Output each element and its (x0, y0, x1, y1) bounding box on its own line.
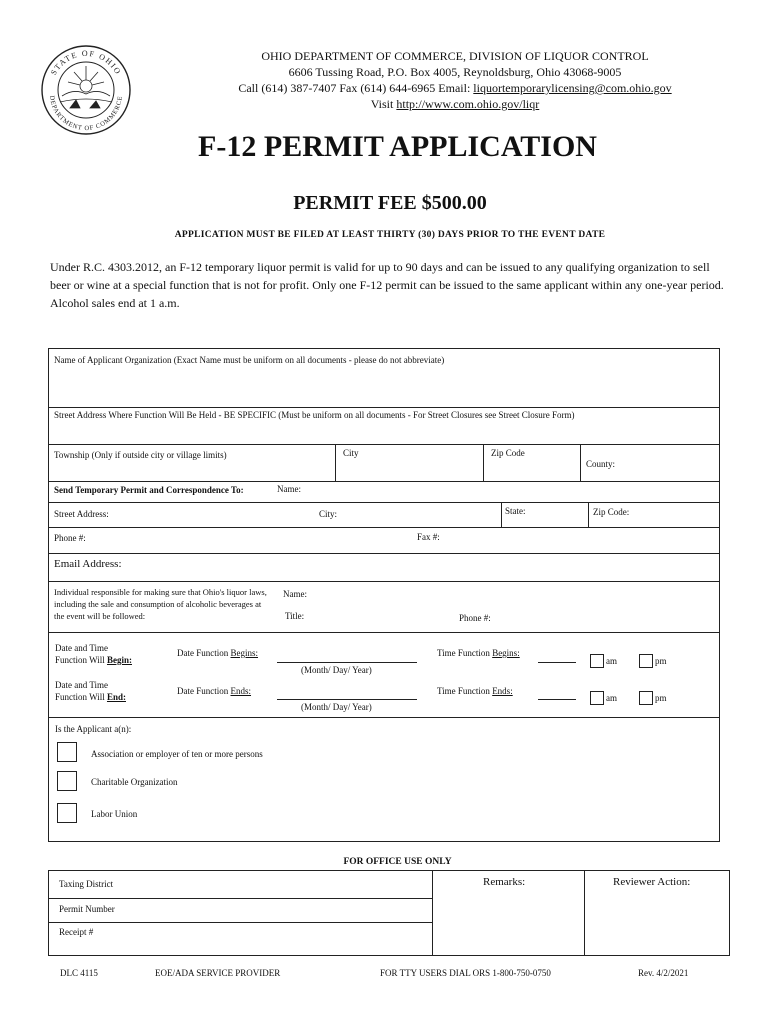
agency-name: OHIO DEPARTMENT OF COMMERCE, DIVISION OF LIQUOR CONTROL (261, 49, 649, 63)
office-use-heading: FOR OFFICE USE ONLY (343, 857, 452, 867)
date-ends-label: Date Function Ends: (177, 686, 252, 696)
application-form (48, 348, 720, 842)
visit-label: Visit (370, 97, 397, 111)
applicant-name-label: Name of Applicant Organization (Exact Name must be uniform on all documents - please do not abbreviate) (54, 355, 445, 365)
receipt-label: Receipt # (59, 927, 94, 937)
end-pm-label: pm (655, 693, 667, 703)
revision-date: Rev. 4/2/2021 (638, 968, 689, 978)
website-link[interactable]: http://www.com.ohio.gov/liqr (396, 97, 540, 111)
send-name-label: Name: (277, 484, 301, 494)
month-day-year-begin: (Month/ Day/ Year) (301, 665, 372, 675)
street-address-label: Street Address: (54, 509, 109, 519)
association-checkbox[interactable] (57, 742, 77, 762)
email-label: Email Address: (54, 558, 122, 570)
end-pm-checkbox[interactable] (639, 691, 653, 705)
agency-address: 6606 Tussing Road, P.O. Box 4005, Reynoldsburg, Ohio 43068-9005 (288, 65, 622, 79)
begin-row-label: Date and Time Function Will Begin: (55, 643, 132, 665)
labor-union-label: Labor Union (91, 809, 138, 819)
zip2-label: Zip Code: (593, 507, 630, 517)
reviewer-action-label: Reviewer Action: (613, 876, 691, 888)
labor-union-checkbox[interactable] (57, 803, 77, 823)
eoe-statement: EOE/ADA SERVICE PROVIDER (155, 968, 281, 978)
applicant-type-label: Is the Applicant a(n): (55, 724, 132, 734)
time-begins-field[interactable] (538, 662, 576, 663)
date-ends-field[interactable] (277, 699, 417, 700)
state-label: State: (505, 506, 526, 516)
time-ends-field[interactable] (538, 699, 576, 700)
office-use-table (48, 870, 730, 956)
permit-fee: PERMIT FEE $500.00 (293, 192, 487, 214)
city-label: City (343, 448, 359, 458)
phone-label: Phone #: (54, 533, 86, 543)
remarks-label: Remarks: (483, 876, 526, 888)
individual-name-label: Name: (283, 589, 307, 599)
time-ends-label: Time Function Ends: (437, 686, 513, 696)
date-begins-field[interactable] (277, 662, 417, 663)
fax-label: Fax #: (417, 532, 440, 542)
filing-notice: APPLICATION MUST BE FILED AT LEAST THIRTY (30) DAYS PRIOR TO THE EVENT DATE (174, 230, 606, 240)
begin-am-label: am (606, 656, 617, 666)
agency-contact (200, 80, 710, 96)
begin-pm-checkbox[interactable] (639, 654, 653, 668)
begin-pm-label: pm (655, 656, 667, 666)
individual-phone-label: Phone #: (459, 613, 491, 623)
ohio-commerce-seal (40, 44, 132, 136)
zip-label: Zip Code (491, 448, 525, 458)
month-day-year-end: (Month/ Day/ Year) (301, 702, 372, 712)
end-am-label: am (606, 693, 617, 703)
svg-text:STATE OF OHIO: STATE OF OHIO (48, 48, 124, 77)
svg-text:DEPARTMENT OF COMMERCE: DEPARTMENT OF COMMERCE (47, 95, 125, 133)
agency-visit (200, 96, 710, 112)
city2-label: City: (319, 509, 338, 519)
association-label: Association or employer of ten or more persons (91, 749, 263, 759)
intro-paragraph: Under R.C. 4303.2012, an F-12 temporary liquor permit is valid for up to 90 days and can be issued to any qualifying organization to sell beer or wine at a special function that is not for profit. Only one F-12 permit can be issued to the same applicant within any one-year period. Alcohol sales end at 1 a.m. (50, 260, 724, 310)
function-street-label: Street Address Where Function Will Be Held - BE SPECIFIC (Must be uniform on all documents - For Street Closures see Street Closure Form) (54, 410, 575, 420)
charitable-label: Charitable Organization (91, 777, 178, 787)
form-number: DLC 4115 (60, 968, 98, 978)
individual-label: Individual responsible for making sure that Ohio's liquor laws, including the sale and consumption of alcoholic beverages at the event will be followed: (54, 587, 267, 621)
email-link[interactable]: liquortemporarylicensing@com.ohio.gov (473, 81, 672, 95)
page-title: F-12 PERMIT APPLICATION (198, 130, 597, 163)
tty-statement: FOR TTY USERS DIAL ORS 1-800-750-0750 (380, 968, 551, 978)
send-to-label: Send Temporary Permit and Correspondence To: (54, 485, 244, 495)
county-label: County: (586, 459, 616, 469)
township-label: Township (Only if outside city or village limits) (54, 450, 227, 460)
taxing-district-label: Taxing District (59, 879, 114, 889)
permit-number-label: Permit Number (59, 904, 115, 914)
end-am-checkbox[interactable] (590, 691, 604, 705)
date-begins-label: Date Function Begins: (177, 648, 259, 658)
charitable-checkbox[interactable] (57, 771, 77, 791)
phone-fax: Call (614) 387-7407 Fax (614) 644-6965 Email: (238, 81, 474, 95)
begin-am-checkbox[interactable] (590, 654, 604, 668)
individual-title-label: Title: (285, 611, 305, 621)
end-row-label: Date and Time Function Will End: (55, 680, 126, 702)
time-begins-label: Time Function Begins: (437, 648, 520, 658)
